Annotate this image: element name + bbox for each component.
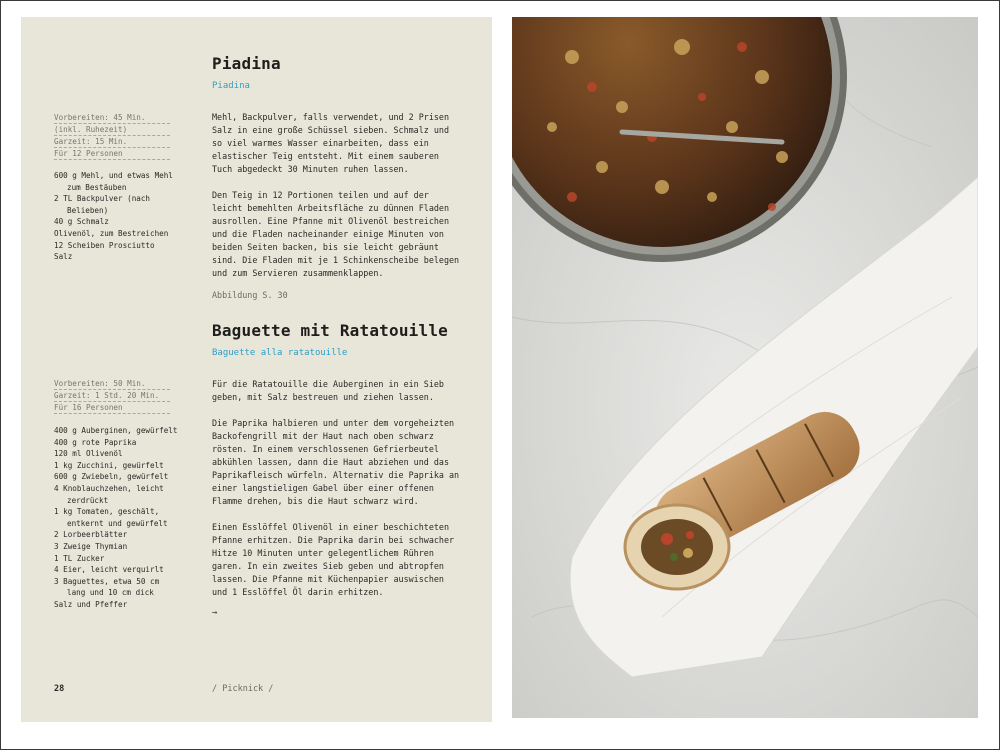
recipe-subtitle: Baguette alla ratatouille: [212, 348, 348, 358]
recipe-title: Piadina: [212, 54, 281, 73]
food-photo-illustration: [512, 17, 978, 718]
ingredient-item: 600 g Mehl, und etwas Mehl zum Bestäuben: [54, 171, 173, 192]
instruction-paragraph: Die Paprika halbieren und unter dem vorgeheizten Backofengrill mit der Haut nach oben schwarz rösten. In einem verschlossenen Gefrierbeutel abkühlen lassen, dann die Haut abziehen und das Paprikafleisch würfeln. Alternativ die Paprika an einer langstieligen Gabel über einer offenen Flamme drehen, bis die Haut schwarz wird.: [212, 418, 460, 506]
ingredient-item: 1 kg Tomaten, geschält, entkernt und gewürfelt: [54, 507, 168, 528]
section-label: / Picknick /: [212, 684, 274, 694]
ingredient-list: [54, 170, 179, 263]
food-photo: [512, 17, 978, 718]
ingredient-item: 2 TL Backpulver (nach Belieben): [54, 194, 151, 215]
ingredient-item: 600 g Zwiebeln, gewürfelt: [54, 472, 169, 482]
recipe-instructions: [212, 111, 462, 293]
recipe-meta: [54, 112, 170, 160]
page-number: 28: [54, 684, 65, 694]
ingredient-item: 400 g Auberginen, gewürfelt: [54, 426, 178, 435]
recipe-subtitle: Piadina: [212, 81, 250, 91]
instruction-paragraph: Mehl, Backpulver, falls verwendet, und 2 Prisen Salz in eine große Schüssel sieben. Schmalz und so viel warmes Wasser einarbeiten, dass ein elastischer Teig entsteht. Mit einem sauberen Tuch abgedeckt 30 Minuten ruhen lassen.: [212, 112, 449, 174]
ingredient-item: 120 ml Olivenöl: [54, 449, 123, 459]
ingredient-item: 2 Lorbeerblätter: [54, 530, 128, 540]
servings: Für 12 Personen: [54, 148, 170, 160]
ingredient-item: 40 g Schmalz: [54, 217, 109, 227]
recipe-instructions: [212, 378, 462, 612]
ingredient-item: 1 TL Zucker: [54, 553, 105, 563]
recipe-title: Baguette mit Ratatouille: [212, 321, 448, 340]
ingredient-item: 1 kg Zucchini, gewürfelt: [54, 460, 164, 470]
prep-note: (inkl. Ruhezeit): [54, 124, 170, 136]
ingredient-item: 12 Scheiben Prosciutto: [54, 240, 155, 250]
ingredient-item: 4 Knoblauchzehen, leicht zerdrückt: [54, 483, 164, 505]
prep-time: Vorbereiten: 45 Min.: [54, 112, 170, 124]
continue-arrow-icon: →: [212, 608, 218, 618]
instruction-paragraph: Einen Esslöffel Olivenöl in einer beschichteten Pfanne erhitzen. Die Paprika darin bei schwacher Hitze 10 Minuten unter gelegentlichem Rühren garen. In ein zweites Sieb geben und abtropfen lassen. Die Pfanne mit Küchenpapier auswischen und 1 Esslöffel Öl darin erhitzen.: [212, 522, 455, 597]
prep-time: Vorbereiten: 50 Min.: [54, 378, 170, 390]
ingredient-item: 400 g rote Paprika: [54, 437, 137, 447]
ingredient-item: 3 Zweige Thymian: [54, 541, 128, 551]
ingredient-item: 4 Eier, leicht verquirlt: [54, 565, 164, 575]
servings: Für 16 Personen: [54, 402, 170, 414]
instruction-paragraph: Den Teig in 12 Portionen teilen und auf der leicht bemehlten Arbeitsfläche zu dünnen Fladen ausrollen. Eine Pfanne mit Olivenöl bestreichen und die Fladen nacheinander einige Minuten von beiden Seiten backen, bis sie leicht gebräunt sind. Die Fladen mit je 1 Schinkenscheibe belegen und zum Servieren zusammenklappen.: [212, 190, 460, 278]
ingredient-item: Salz: [54, 252, 73, 262]
recipe-page: [21, 17, 492, 722]
cook-time: Garzeit: 1 Std. 20 Min.: [54, 390, 170, 402]
instruction-paragraph: Für die Ratatouille die Auberginen in ein Sieb geben, mit Salz bestreuen und ziehen lassen.: [212, 379, 444, 402]
ingredient-item: Salz und Pfeffer: [54, 599, 128, 609]
cook-time: Garzeit: 15 Min.: [54, 136, 170, 148]
ingredient-list: [54, 425, 179, 611]
ingredient-item: Olivenöl, zum Bestreichen: [54, 228, 169, 238]
figure-reference: Abbildung S. 30: [212, 290, 288, 300]
ingredient-item: 3 Baguettes, etwa 50 cm lang und 10 cm dick: [54, 576, 160, 598]
recipe-meta: [54, 378, 170, 414]
